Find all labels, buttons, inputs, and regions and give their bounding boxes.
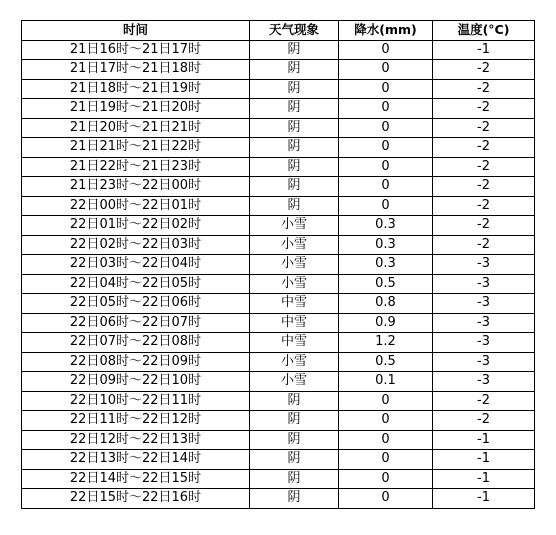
- weather-cell: 阴: [250, 79, 339, 99]
- precipitation-cell: 0.9: [339, 313, 433, 333]
- weather-cell: 阴: [250, 60, 339, 80]
- time-cell: 22日13时～22日14时: [22, 450, 250, 470]
- weather-forecast-table: [21, 20, 535, 509]
- precipitation-cell: 0: [339, 118, 433, 138]
- weather-cell: 阴: [250, 99, 339, 119]
- table-row: [22, 216, 535, 236]
- weather-cell: 阴: [250, 469, 339, 489]
- precipitation-cell: 1.2: [339, 333, 433, 353]
- time-cell: 21日23时～22日00时: [22, 177, 250, 197]
- weather-cell: 阴: [250, 40, 339, 60]
- table-row: [22, 40, 535, 60]
- weather-cell: 阴: [250, 430, 339, 450]
- column-header-time: 时间: [22, 21, 250, 41]
- table-body: [22, 40, 535, 508]
- time-cell: 22日07时～22日08时: [22, 333, 250, 353]
- precipitation-cell: 0: [339, 60, 433, 80]
- weather-cell: 阴: [250, 489, 339, 509]
- weather-cell: 小雪: [250, 274, 339, 294]
- precipitation-cell: 0.3: [339, 235, 433, 255]
- temperature-cell: -1: [433, 450, 535, 470]
- weather-cell: 阴: [250, 177, 339, 197]
- table-row: [22, 372, 535, 392]
- time-cell: 21日18时～21日19时: [22, 79, 250, 99]
- weather-cell: 阴: [250, 138, 339, 158]
- temperature-cell: -2: [433, 118, 535, 138]
- precipitation-cell: 0: [339, 196, 433, 216]
- temperature-cell: -2: [433, 157, 535, 177]
- time-cell: 22日06时～22日07时: [22, 313, 250, 333]
- temperature-cell: -1: [433, 489, 535, 509]
- time-cell: 21日16时～21日17时: [22, 40, 250, 60]
- precipitation-cell: 0.5: [339, 274, 433, 294]
- temperature-cell: -2: [433, 138, 535, 158]
- precipitation-cell: 0: [339, 177, 433, 197]
- temperature-cell: -2: [433, 216, 535, 236]
- weather-cell: 阴: [250, 196, 339, 216]
- weather-cell: 小雪: [250, 255, 339, 275]
- precipitation-cell: 0: [339, 430, 433, 450]
- table-row: [22, 60, 535, 80]
- time-cell: 21日21时～21日22时: [22, 138, 250, 158]
- table-row: [22, 313, 535, 333]
- time-cell: 22日02时～22日03时: [22, 235, 250, 255]
- weather-cell: 小雪: [250, 235, 339, 255]
- precipitation-cell: 0.5: [339, 352, 433, 372]
- precipitation-cell: 0: [339, 469, 433, 489]
- table-row: [22, 469, 535, 489]
- table-row: [22, 391, 535, 411]
- temperature-cell: -2: [433, 177, 535, 197]
- temperature-cell: -2: [433, 235, 535, 255]
- column-header-temperature: 温度(°C): [433, 21, 535, 41]
- time-cell: 22日09时～22日10时: [22, 372, 250, 392]
- table-row: [22, 99, 535, 119]
- temperature-cell: -3: [433, 313, 535, 333]
- table-row: [22, 235, 535, 255]
- time-cell: 21日17时～21日18时: [22, 60, 250, 80]
- table-row: [22, 157, 535, 177]
- temperature-cell: -3: [433, 274, 535, 294]
- column-header-weather: 天气现象: [250, 21, 339, 41]
- temperature-cell: -1: [433, 430, 535, 450]
- table-row: [22, 196, 535, 216]
- temperature-cell: -3: [433, 294, 535, 314]
- table-row: [22, 177, 535, 197]
- temperature-cell: -2: [433, 79, 535, 99]
- temperature-cell: -3: [433, 333, 535, 353]
- time-cell: 22日05时～22日06时: [22, 294, 250, 314]
- time-cell: 22日15时～22日16时: [22, 489, 250, 509]
- temperature-cell: -2: [433, 391, 535, 411]
- time-cell: 22日03时～22日04时: [22, 255, 250, 275]
- temperature-cell: -2: [433, 60, 535, 80]
- table-row: [22, 274, 535, 294]
- table-row: [22, 333, 535, 353]
- weather-cell: 小雪: [250, 352, 339, 372]
- table-row: [22, 411, 535, 431]
- precipitation-cell: 0: [339, 79, 433, 99]
- precipitation-cell: 0: [339, 489, 433, 509]
- temperature-cell: -1: [433, 469, 535, 489]
- table-row: [22, 450, 535, 470]
- column-header-precipitation: 降水(mm): [339, 21, 433, 41]
- precipitation-cell: 0.3: [339, 216, 433, 236]
- time-cell: 22日12时～22日13时: [22, 430, 250, 450]
- table-row: [22, 489, 535, 509]
- weather-cell: 阴: [250, 391, 339, 411]
- precipitation-cell: 0: [339, 40, 433, 60]
- precipitation-cell: 0: [339, 411, 433, 431]
- weather-cell: 中雪: [250, 313, 339, 333]
- precipitation-cell: 0: [339, 157, 433, 177]
- weather-cell: 小雪: [250, 216, 339, 236]
- weather-cell: 阴: [250, 411, 339, 431]
- time-cell: 21日20时～21日21时: [22, 118, 250, 138]
- time-cell: 22日01时～22日02时: [22, 216, 250, 236]
- weather-cell: 中雪: [250, 294, 339, 314]
- precipitation-cell: 0.1: [339, 372, 433, 392]
- table-header-row: [22, 21, 535, 41]
- table-row: [22, 352, 535, 372]
- table-row: [22, 138, 535, 158]
- time-cell: 21日22时～21日23时: [22, 157, 250, 177]
- weather-cell: 阴: [250, 118, 339, 138]
- weather-cell: 阴: [250, 450, 339, 470]
- weather-cell: 中雪: [250, 333, 339, 353]
- time-cell: 21日19时～21日20时: [22, 99, 250, 119]
- time-cell: 22日04时～22日05时: [22, 274, 250, 294]
- table-row: [22, 294, 535, 314]
- weather-cell: 小雪: [250, 372, 339, 392]
- time-cell: 22日11时～22日12时: [22, 411, 250, 431]
- precipitation-cell: 0: [339, 99, 433, 119]
- table-row: [22, 79, 535, 99]
- temperature-cell: -2: [433, 196, 535, 216]
- temperature-cell: -3: [433, 352, 535, 372]
- weather-cell: 阴: [250, 157, 339, 177]
- table-row: [22, 430, 535, 450]
- temperature-cell: -3: [433, 372, 535, 392]
- temperature-cell: -2: [433, 411, 535, 431]
- temperature-cell: -2: [433, 99, 535, 119]
- precipitation-cell: 0: [339, 450, 433, 470]
- temperature-cell: -1: [433, 40, 535, 60]
- precipitation-cell: 0: [339, 391, 433, 411]
- precipitation-cell: 0.3: [339, 255, 433, 275]
- precipitation-cell: 0: [339, 138, 433, 158]
- table-row: [22, 118, 535, 138]
- precipitation-cell: 0.8: [339, 294, 433, 314]
- table-row: [22, 255, 535, 275]
- temperature-cell: -3: [433, 255, 535, 275]
- time-cell: 22日14时～22日15时: [22, 469, 250, 489]
- time-cell: 22日00时～22日01时: [22, 196, 250, 216]
- time-cell: 22日10时～22日11时: [22, 391, 250, 411]
- time-cell: 22日08时～22日09时: [22, 352, 250, 372]
